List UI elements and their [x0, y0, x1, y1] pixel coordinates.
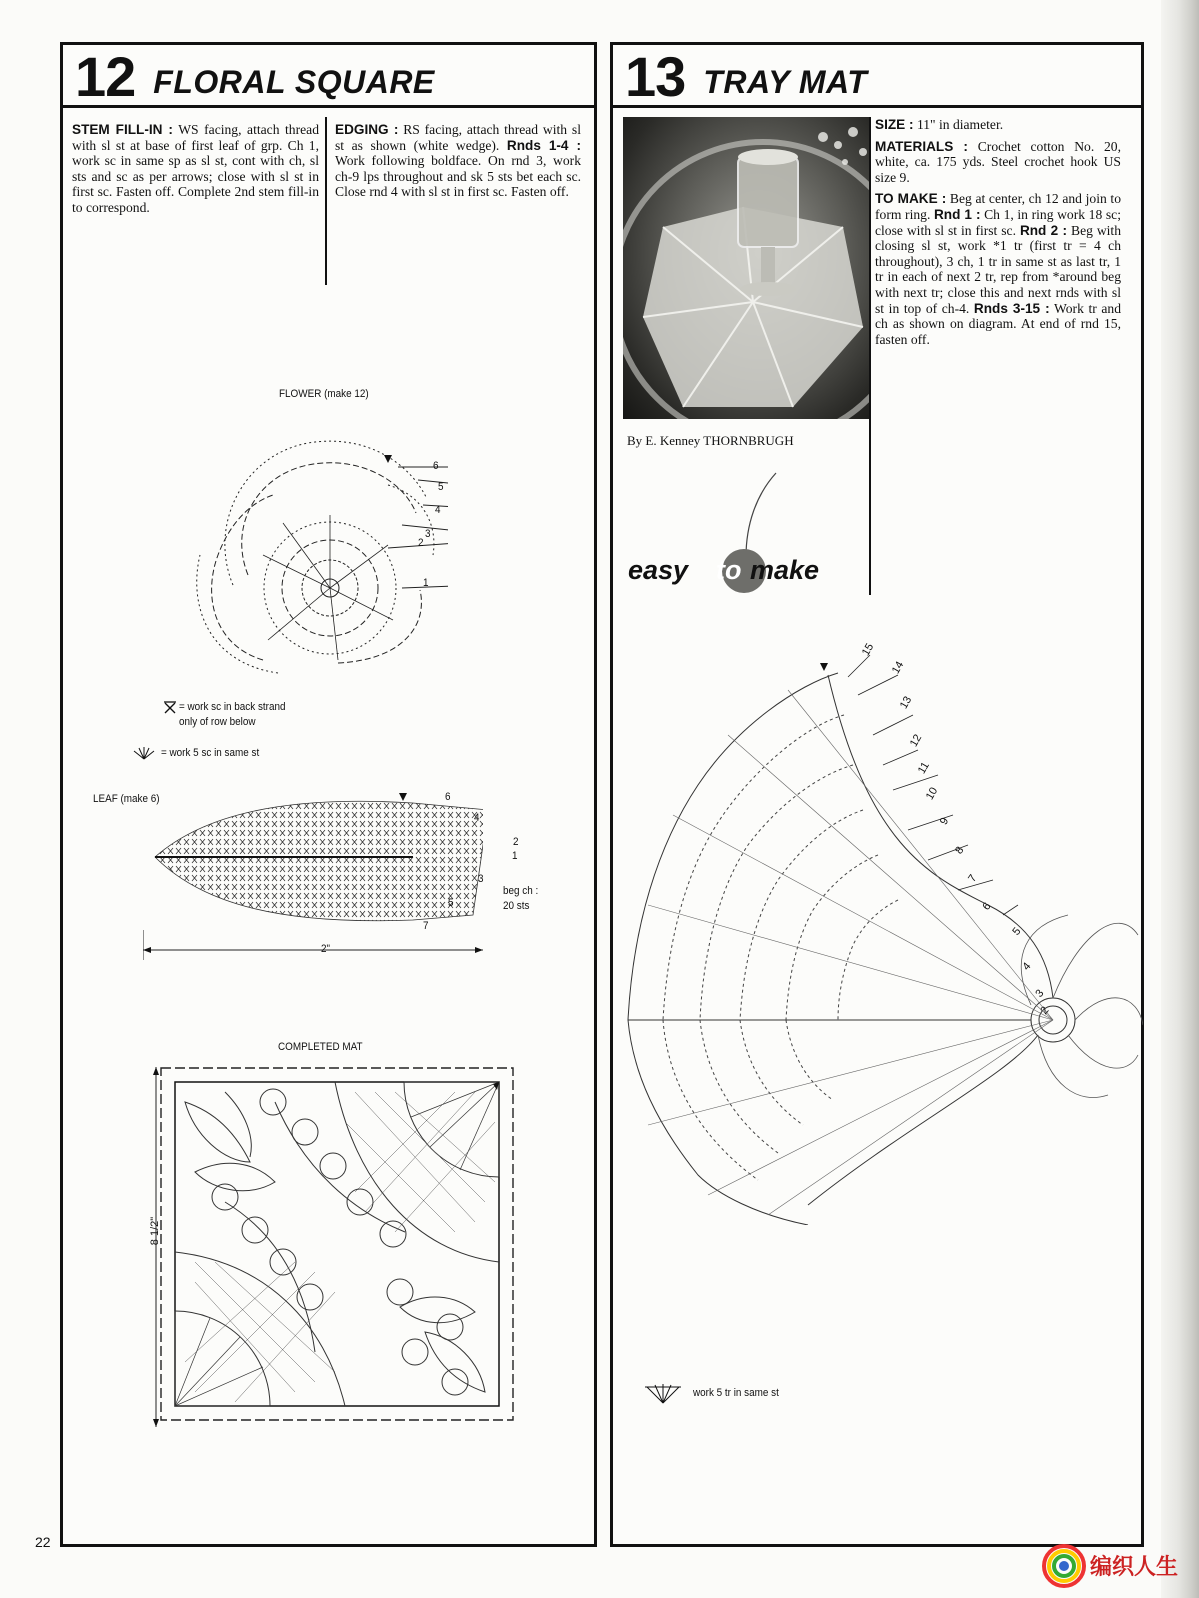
leaf-diagram: [143, 775, 483, 975]
pattern-13-number: 13: [625, 45, 686, 108]
tray-mat-instructions: [875, 117, 1121, 347]
flower-row-6: 6: [433, 460, 439, 472]
pattern-13-title: TRAY MAT: [703, 64, 868, 100]
flower-diagram: [188, 405, 448, 675]
stem-fill-in-label: STEM FILL-IN :: [72, 122, 173, 137]
to-make-text: Beg at center, ch 12 and join to form ring.: [875, 191, 1121, 222]
mat-height: 8 1/2": [149, 1216, 162, 1246]
round-3: 3: [1033, 987, 1047, 1000]
round-2: 2: [1038, 1004, 1052, 1017]
leaf-row-4: 4: [474, 812, 480, 824]
leaf-row-2: 2: [513, 836, 519, 848]
pattern-12-heading: [63, 45, 594, 108]
leaf-row-5: 5: [448, 897, 454, 909]
tray-mat-photo: [623, 117, 871, 419]
pattern-12-number: 12: [75, 45, 136, 108]
leaf-row-6: 6: [445, 791, 451, 803]
pattern-12-title: FLORAL SQUARE: [153, 64, 435, 100]
easy-to-make-badge: [618, 465, 858, 595]
legend-back-strand-1: = work sc in back strand: [179, 701, 286, 713]
flower-row-2: 2: [418, 537, 424, 549]
legend-back-strand-2: only of row below: [179, 716, 256, 728]
round-14: 14: [889, 659, 907, 676]
five-sc-icon: [131, 745, 157, 761]
beg-ch-2: 20 sts: [503, 900, 530, 912]
rnd1-label: Rnd 1 :: [933, 206, 981, 222]
column-divider-13: [869, 117, 871, 595]
rnd2-label: Rnd 2 :: [1019, 222, 1068, 238]
badge-easy: easy: [628, 555, 689, 585]
column-divider: [325, 117, 327, 285]
edging-text: [335, 122, 581, 200]
rnd1-text: Ch 1, in ring work 18 sc; close with sl st in first sc.: [875, 206, 1121, 238]
back-strand-sc-icon: [163, 700, 177, 714]
size-label: SIZE :: [875, 117, 914, 132]
round-12: 12: [907, 732, 925, 749]
page-number: 22: [35, 1534, 51, 1550]
round-6: 6: [980, 900, 994, 913]
legend-5tr: work 5 tr in same st: [693, 1387, 779, 1399]
five-tr-icon: [643, 1383, 683, 1405]
round-11: 11: [915, 760, 932, 776]
watermark-logo: [1040, 1540, 1190, 1590]
tray-mat-diagram: [608, 605, 1143, 1225]
edging-body-2: Work following boldface. On rnd 3, work ch-9 lps throughout and sk 5 sts bet each sc. Close rnd 4 with sl st in first sc. Fasten off.: [335, 153, 581, 200]
materials-label: MATERIALS :: [875, 138, 968, 154]
completed-mat-diagram: [155, 1062, 525, 1432]
watermark-text: 编织人生: [1090, 1555, 1179, 1580]
edging-rnds-label: Rnds 1-4 :: [506, 137, 581, 153]
edging-body-1: RS facing, attach thread with sl st as shown (white wedge).: [335, 122, 581, 153]
badge-make: make: [750, 555, 820, 585]
round-5: 5: [1010, 925, 1024, 938]
round-4: 4: [1020, 960, 1034, 973]
pattern-13-heading: [613, 45, 1141, 108]
photo-credit: By E. Kenney THORNBRUGH: [627, 433, 794, 448]
rnd3-label: Rnds 3-15 :: [973, 300, 1050, 316]
flower-label: FLOWER (make 12): [279, 388, 369, 400]
pattern-13-panel: [610, 42, 1144, 1547]
round-13: 13: [897, 694, 915, 711]
leaf-row-3: 3: [478, 873, 484, 885]
mat-height-dimension: [149, 1067, 163, 1427]
beg-ch-1: beg ch :: [503, 885, 539, 897]
stem-fill-in-text: [72, 122, 319, 216]
round-15: 15: [859, 641, 877, 658]
rnd2-text: Beg with closing sl st, work *1 tr (first tr = 4 ch throughout), 3 ch, 1 tr in same st as last tr, 1 tr in each of next 2 tr, rep from *around beg with next tr; close this and next rnds with sl st in top of ch-4.: [875, 222, 1121, 316]
round-7: 7: [966, 872, 980, 885]
badge-to: to: [716, 555, 742, 585]
leaf-row-7: 7: [423, 920, 429, 932]
pattern-12-panel: [60, 42, 597, 1547]
legend-5sc: = work 5 sc in same st: [161, 747, 260, 759]
rnd3-text: Work tr and ch as shown on diagram. At end of rnd 15, fasten off.: [875, 300, 1122, 347]
leaf-label: LEAF (make 6): [93, 793, 160, 805]
leaf-row-1: 1: [512, 850, 518, 862]
flower-row-1: 1: [423, 577, 429, 589]
to-make-label: TO MAKE :: [875, 191, 947, 207]
materials-value: Crochet cotton No. 20, white, ca. 175 yds. Steel crochet hook US size 9.: [875, 138, 1121, 185]
flower-row-3: 3: [425, 528, 431, 540]
flower-row-4: 4: [435, 504, 441, 516]
round-9: 9: [937, 815, 952, 827]
stem-fill-in-body: WS facing, attach thread with sl st at base of first leaf of grp. Ch 1, work sc in same sp as sl st, cont with ch, sl sts and sc as per arrows; close with sl st in first sc. Fasten off. Complete 2nd stem fill-in to correspond.: [72, 122, 319, 215]
leaf-width: 2": [321, 943, 331, 955]
edging-label: EDGING :: [335, 122, 399, 137]
round-10: 10: [923, 785, 941, 802]
flower-row-5: 5: [438, 481, 444, 493]
page-edge-shadow: [1161, 0, 1199, 1598]
tray-mat-photo-art: [623, 117, 871, 419]
size-value: 11" in diameter.: [916, 117, 1004, 132]
completed-mat-label: COMPLETED MAT: [278, 1041, 363, 1053]
round-8: 8: [953, 844, 967, 857]
